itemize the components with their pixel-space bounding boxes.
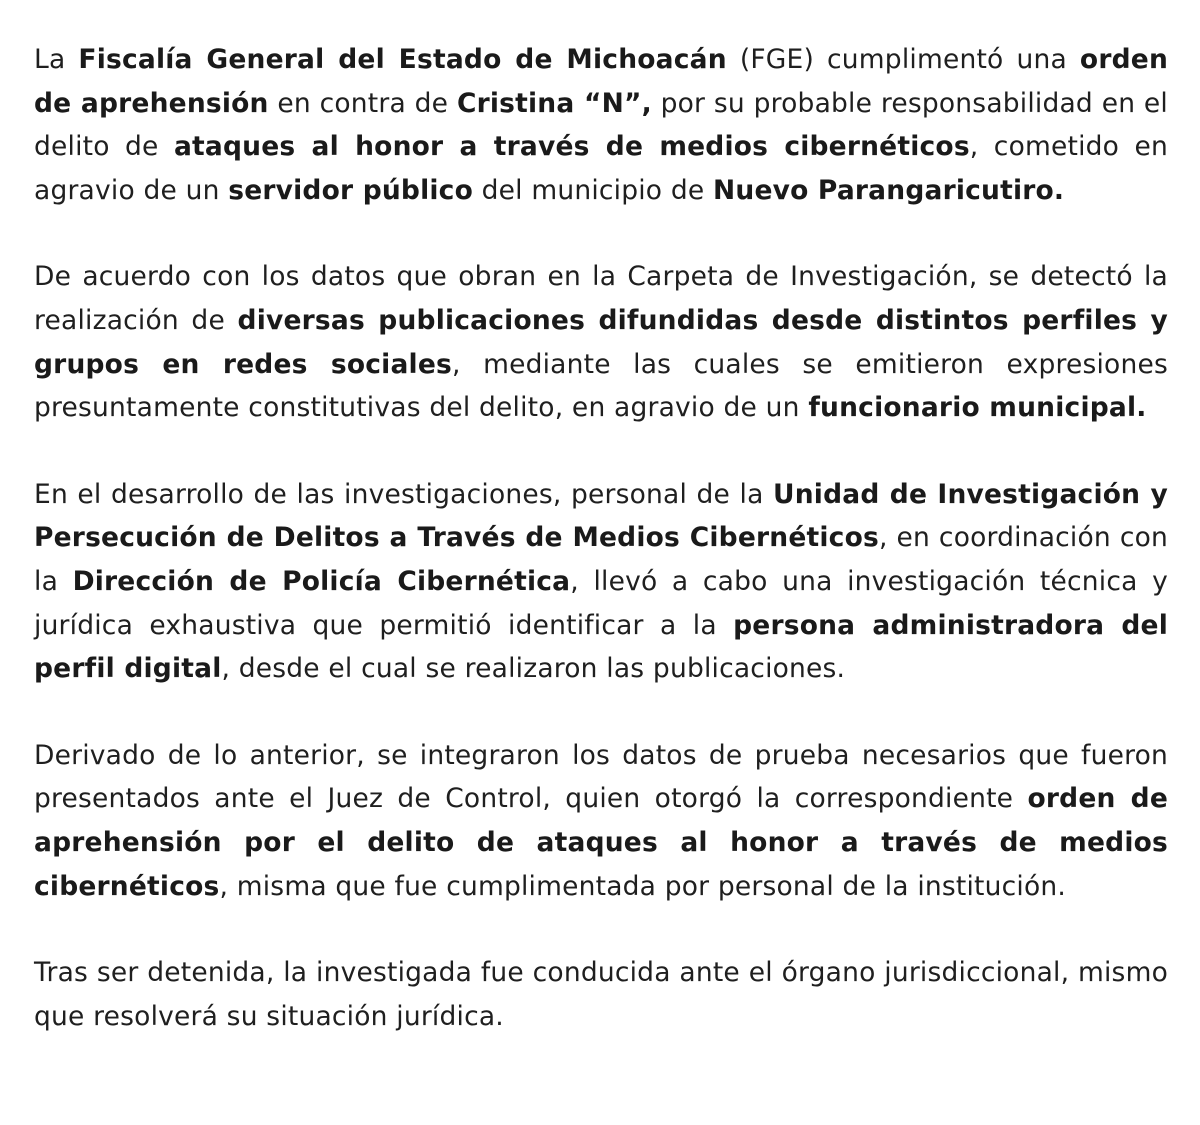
bold-segment: persona administradora del perfil digital xyxy=(34,609,1168,685)
bold-segment: Nuevo Parangaricutiro. xyxy=(713,174,1065,206)
bold-segment: orden de aprehensión xyxy=(34,44,1169,119)
bold-segment: servidor público xyxy=(228,174,473,206)
text-segment: , misma que fue cumplimentada por personal de la institución. xyxy=(219,870,1066,902)
text-segment: , desde el cual se realizaron las publicaciones. xyxy=(221,653,846,685)
text-segment: Derivado de lo anterior, se integraron los datos de prueba necesarios que fueron presentados ante el Juez de Control, quien otorgó la correspondiente xyxy=(34,739,1168,815)
text-segment: (FGE) cumplimentó una xyxy=(726,44,1080,75)
paragraph-3 xyxy=(34,473,1168,691)
bold-segment: diversas publicaciones difundidas desde distintos perfiles y grupos en redes sociales xyxy=(34,304,1168,380)
bold-segment: Cristina “N”, xyxy=(456,87,652,119)
bold-segment: Unidad de Investigación y Persecución de Delitos a Través de Medios Cibernéticos xyxy=(34,478,1168,554)
paragraph-2 xyxy=(34,255,1168,429)
text-segment: En el desarrollo de las investigaciones, personal de la xyxy=(34,478,773,510)
text-segment: del municipio de xyxy=(472,174,713,206)
text-segment: La xyxy=(34,44,79,75)
text-segment: en contra de xyxy=(268,87,457,119)
paragraph-4 xyxy=(34,734,1168,908)
text-segment: , cometido en agravio de un xyxy=(34,131,1168,206)
bold-segment: funcionario municipal. xyxy=(808,392,1147,424)
text-segment: , en coordinación con la xyxy=(34,522,1169,597)
bold-segment: ataques al honor a través de medios cibernéticos xyxy=(173,131,970,163)
text-segment: por su probable responsabilidad en el delito de xyxy=(34,87,1168,163)
text-segment: , mediante las cuales se emitieron expresiones presuntamente constitutivas del delito, en agravio de un xyxy=(34,348,1168,424)
bold-segment: Fiscalía General del Estado de Michoacán xyxy=(78,44,727,75)
paragraph-1 xyxy=(34,38,1168,212)
bold-segment: Dirección de Policía Cibernética xyxy=(72,565,571,597)
text-segment: De acuerdo con los datos que obran en la Carpeta de Investigación, se detectó la realización de xyxy=(34,261,1168,336)
text-segment: , llevó a cabo una investigación técnica y jurídica exhaustiva que permitió identificar a la xyxy=(34,565,1169,641)
bold-segment: orden de aprehensión por el delito de ataques al honor a través de medios cibernéticos xyxy=(34,783,1169,902)
text-segment: Tras ser detenida, la investigada fue conducida ante el órgano jurisdiccional, mismo que resolverá su situación jurídica. xyxy=(34,957,1168,1032)
paragraph-5 xyxy=(34,951,1168,1038)
